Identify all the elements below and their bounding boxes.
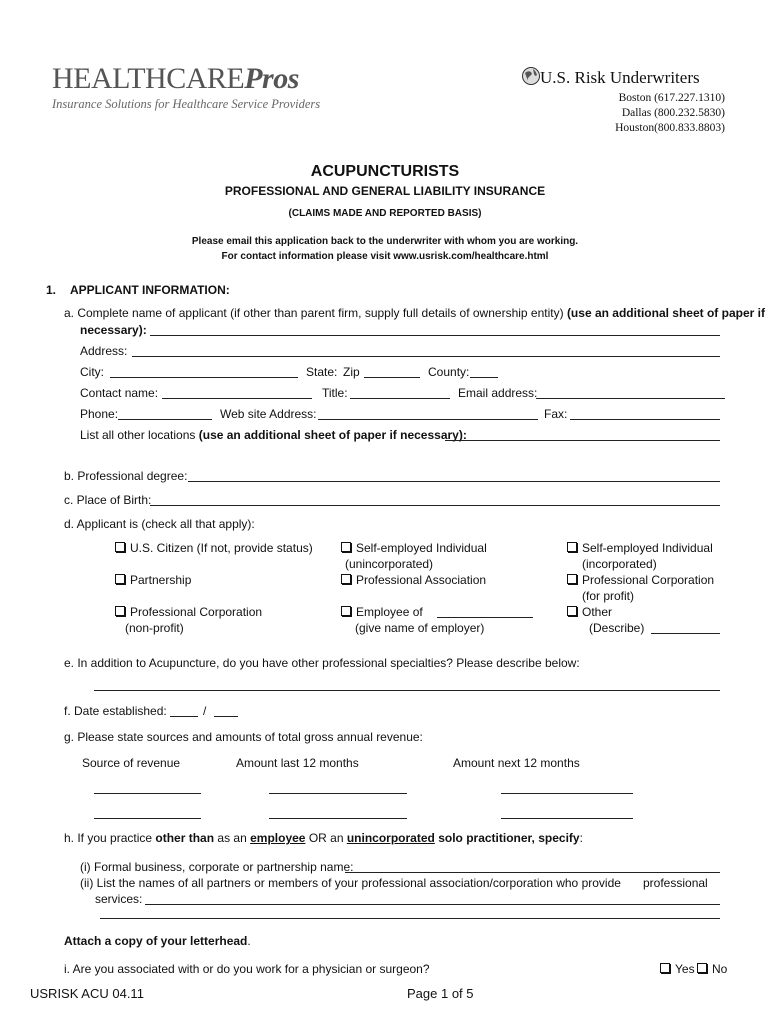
partners-field-2[interactable] (100, 918, 720, 919)
globe-icon (521, 66, 541, 91)
city-field[interactable] (110, 377, 298, 378)
option-yes[interactable]: Yes (660, 962, 695, 976)
address-field[interactable] (132, 356, 720, 357)
locations-field[interactable] (445, 440, 720, 441)
option-prof-association[interactable]: Professional Association (341, 573, 486, 587)
option-other[interactable]: Other (567, 605, 612, 619)
address-label: Address: (80, 344, 128, 358)
date-month-field[interactable] (170, 716, 198, 717)
question-a: a. Complete name of applicant (if other than parent firm, supply full details of ownership entity) (use an additional sheet of paper if (64, 306, 765, 320)
question-a-cont: necessary): (80, 323, 147, 337)
question-g: g. Please state sources and amounts of total gross annual revenue: (64, 730, 423, 744)
question-h: h. If you practice other than as an employee OR an unincorporated solo practitioner, specify: (64, 831, 583, 845)
option-partnership[interactable]: Partnership (115, 573, 191, 587)
contact-field[interactable] (162, 398, 312, 399)
checkbox-icon[interactable] (567, 542, 577, 552)
website-label: Web site Address: (220, 407, 317, 421)
option-profcorp-profit[interactable]: Professional Corporation (567, 573, 714, 587)
question-h-ii-prof: professional (643, 876, 708, 890)
question-e: e. In addition to Acupuncture, do you have other professional specialties? Please describe below: (64, 656, 580, 670)
applicant-name-field[interactable] (150, 335, 720, 336)
office-dallas: Dallas (800.232.5830) (621, 107, 725, 119)
email-field[interactable] (536, 398, 725, 399)
section-title: APPLICANT INFORMATION: (70, 283, 230, 297)
instruction-contact: For contact information please visit www.usrisk.com/healthcare.html (221, 251, 549, 262)
question-h-ii-services: services: (95, 892, 143, 906)
section-number: 1. (46, 283, 57, 297)
website-field[interactable] (318, 419, 538, 420)
phone-field[interactable] (118, 419, 212, 420)
checkbox-icon[interactable] (697, 963, 707, 973)
checkbox-icon[interactable] (341, 606, 351, 616)
question-d: d. Applicant is (check all that apply): (64, 517, 255, 531)
county-label: County: (428, 365, 470, 379)
zip-label: Zip (343, 365, 360, 379)
form-basis: (CLAIMS MADE AND REPORTED BASIS) (288, 208, 482, 219)
revenue-col-source: Source of revenue (82, 756, 181, 770)
logo-tagline: Insurance Solutions for Healthcare Service Providers (52, 97, 321, 111)
page-number: Page 1 of 5 (407, 986, 474, 1001)
option-selfemp-unincorporated[interactable]: Self-employed Individual (341, 541, 487, 555)
revenue-source-field-1[interactable] (94, 793, 201, 794)
instruction-email: Please email this application back to the underwriter with whom you are working. (191, 236, 579, 247)
birthplace-field[interactable] (150, 505, 720, 506)
option-us-citizen[interactable]: U.S. Citizen (If not, provide status) (115, 541, 313, 555)
contact-label: Contact name: (80, 386, 159, 400)
phone-label: Phone: (80, 407, 119, 421)
checkbox-icon[interactable] (115, 574, 125, 584)
checkbox-icon[interactable] (115, 542, 125, 552)
revenue-next-field-2[interactable] (501, 818, 633, 819)
option-employee[interactable]: Employee of (341, 605, 423, 619)
degree-field[interactable] (188, 481, 720, 482)
employer-field[interactable] (437, 617, 533, 618)
option-other-note: (Describe) (589, 621, 645, 635)
option-profcorp-nonprofit-note: (non-profit) (125, 621, 184, 635)
fax-label: Fax: (544, 407, 568, 421)
date-slash: / (203, 704, 207, 718)
form-title: ACUPUNCTURISTS (310, 163, 460, 180)
zip-field[interactable] (364, 377, 420, 378)
letterhead-note: Attach a copy of your letterhead. (64, 934, 251, 948)
option-selfemp-incorporated[interactable]: Self-employed Individual (567, 541, 713, 555)
revenue-last-field-1[interactable] (269, 793, 407, 794)
email-label: Email address: (458, 386, 538, 400)
checkbox-icon[interactable] (660, 963, 670, 973)
date-year-field[interactable] (214, 716, 238, 717)
specialties-field[interactable] (94, 690, 720, 691)
checkbox-icon[interactable] (115, 606, 125, 616)
question-f: f. Date established: (64, 704, 167, 718)
question-c: c. Place of Birth: (64, 493, 152, 507)
option-no[interactable]: No (697, 962, 727, 976)
fax-field[interactable] (570, 419, 720, 420)
office-houston: Houston(800.833.8803) (615, 122, 725, 134)
revenue-last-field-2[interactable] (269, 818, 407, 819)
option-profcorp-nonprofit[interactable]: Professional Corporation (115, 605, 262, 619)
partners-field-1[interactable] (145, 904, 720, 905)
company-name: U.S. Risk Underwriters (540, 68, 700, 87)
title-field[interactable] (350, 398, 450, 399)
revenue-col-next: Amount next 12 months (453, 756, 580, 770)
checkbox-icon[interactable] (341, 574, 351, 584)
question-b: b. Professional degree: (64, 469, 188, 483)
revenue-next-field-1[interactable] (501, 793, 633, 794)
logo-wordmark: HEALTHCAREPros (52, 62, 299, 95)
county-field[interactable] (470, 377, 498, 378)
option-employee-note: (give name of employer) (355, 621, 485, 635)
option-selfemp-incorporated-note: (incorporated) (582, 557, 657, 571)
option-profcorp-profit-note: (for profit) (582, 589, 635, 603)
city-label: City: (80, 365, 104, 379)
form-code: USRISK ACU 04.11 (30, 986, 144, 1001)
revenue-source-field-2[interactable] (94, 818, 201, 819)
locations-label: List all other locations (use an additional sheet of paper if necessary): (80, 428, 467, 442)
checkbox-icon[interactable] (567, 574, 577, 584)
other-describe-field[interactable] (651, 633, 720, 634)
state-label: State: (306, 365, 338, 379)
office-boston: Boston (617.227.1310) (618, 92, 725, 104)
question-h-ii: (ii) List the names of all partners or members of your professional association/corporation who provide (80, 876, 621, 890)
option-selfemp-unincorporated-note: (unincorporated) (345, 557, 434, 571)
question-i: i. Are you associated with or do you work for a physician or surgeon? (64, 962, 430, 976)
business-name-field[interactable] (345, 872, 720, 873)
revenue-col-last: Amount last 12 months (236, 756, 359, 770)
title-label: Title: (322, 386, 348, 400)
checkbox-icon[interactable] (341, 542, 351, 552)
form-subtitle: PROFESSIONAL AND GENERAL LIABILITY INSURANCE (224, 184, 546, 198)
question-h-i: (i) Formal business, corporate or partnership name: (80, 860, 354, 874)
checkbox-icon[interactable] (567, 606, 577, 616)
